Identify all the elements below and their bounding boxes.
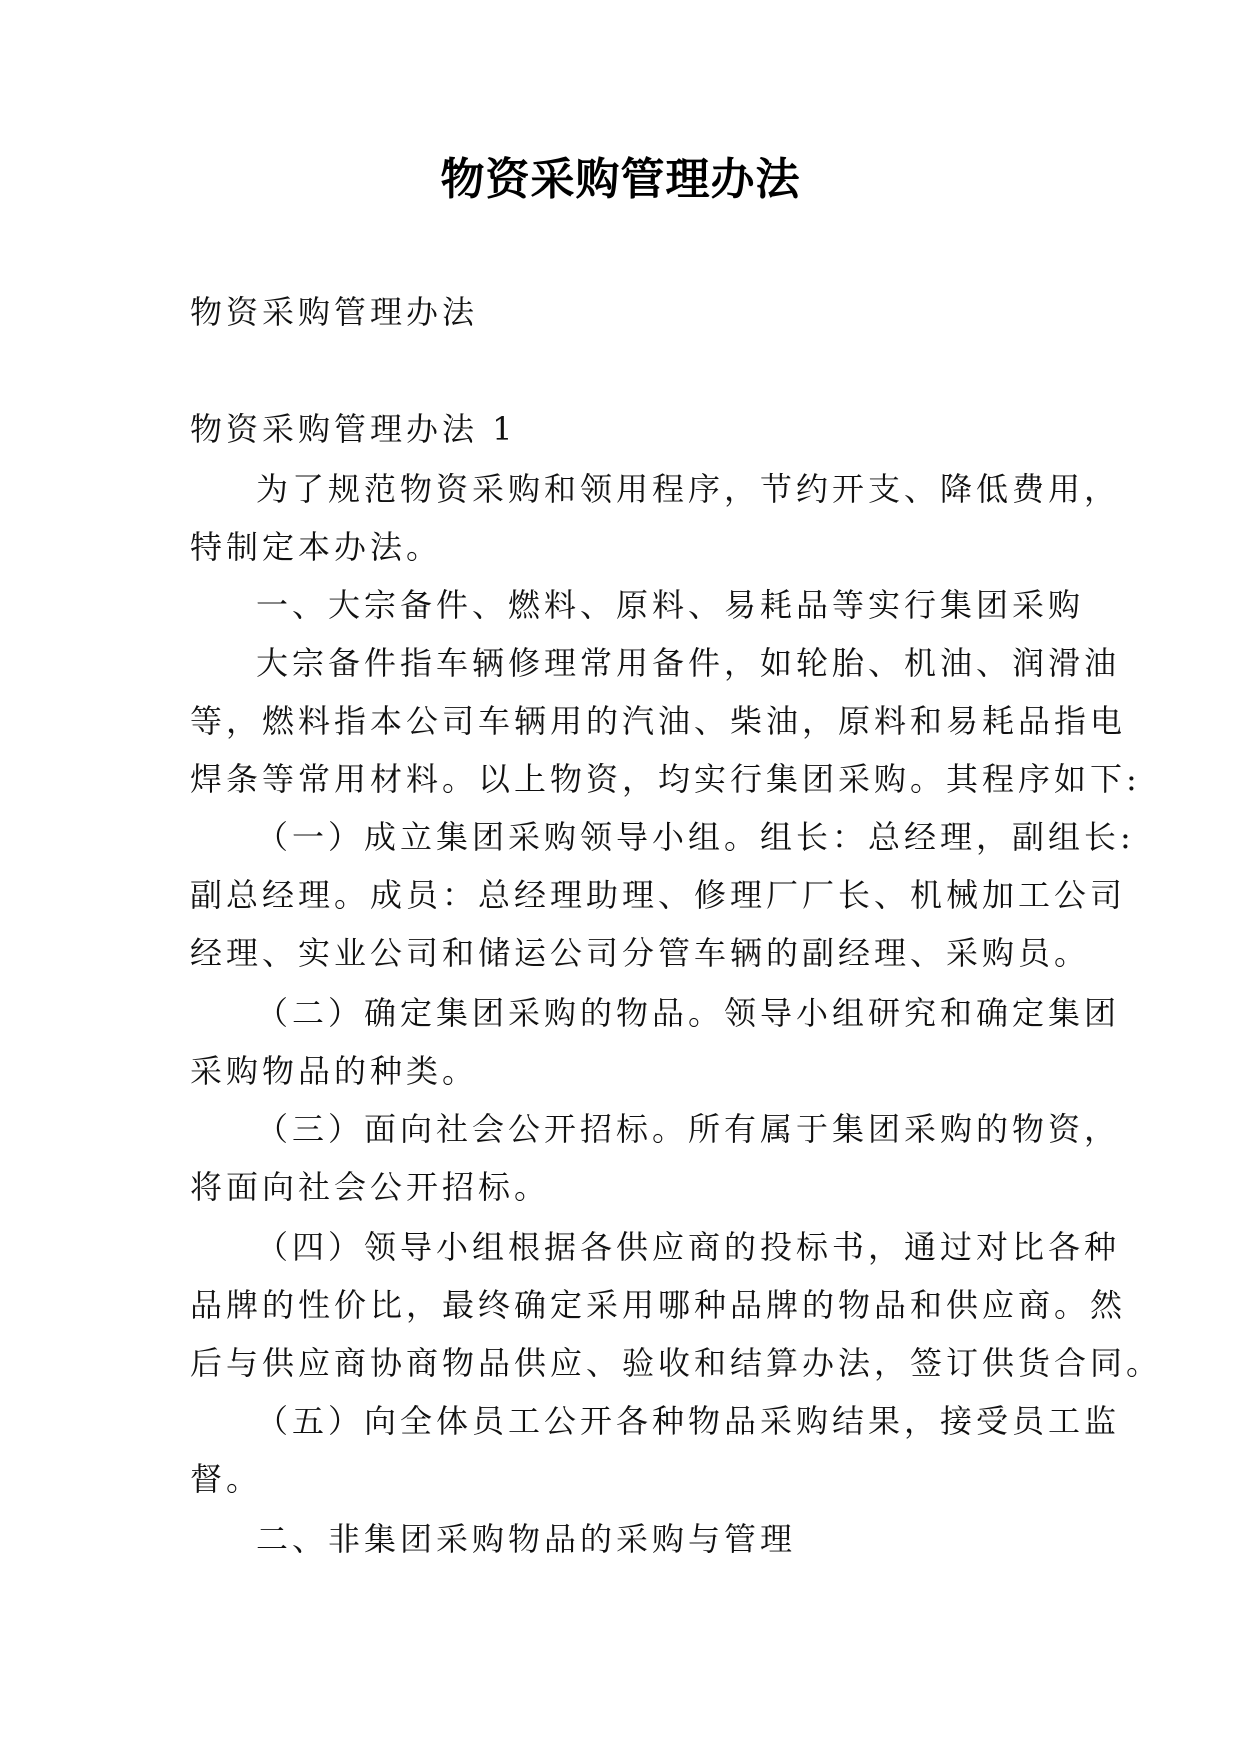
section-heading-2: 二、非集团采购物品的采购与管理 — [256, 1520, 797, 1558]
paragraph-line: （五）向全体员工公开各种物品采购结果，接受员工监 — [256, 1402, 1121, 1440]
paragraph-line: 经理、实业公司和储运公司分管车辆的副经理、采购员。 — [190, 934, 1091, 972]
paragraph-line: 副总经理。成员：总经理助理、修理厂厂长、机械加工公司 — [190, 876, 1127, 914]
paragraph-line: （二）确定集团采购的物品。领导小组研究和确定集团 — [256, 994, 1121, 1032]
paragraph-line: 特制定本办法。 — [190, 528, 443, 566]
paragraph-line: （三）面向社会公开招标。所有属于集团采购的物资， — [256, 1110, 1121, 1148]
section-heading-1: 一、大宗备件、燃料、原料、易耗品等实行集团采购 — [256, 586, 1085, 624]
paragraph-line: 将面向社会公开招标。 — [190, 1168, 551, 1206]
paragraph-line: 大宗备件指车辆修理常用备件，如轮胎、机油、润滑油 — [256, 644, 1121, 682]
section-title: 物资采购管理办法 1 — [190, 410, 517, 448]
paragraph-line: 品牌的性价比，最终确定采用哪种品牌的物品和供应商。然 — [190, 1286, 1127, 1324]
document-title: 物资采购管理办法 — [440, 154, 801, 205]
paragraph-line: 为了规范物资采购和领用程序，节约开支、降低费用， — [256, 470, 1121, 508]
document-subtitle: 物资采购管理办法 — [190, 293, 479, 331]
paragraph-line: （四）领导小组根据各供应商的投标书，通过对比各种 — [256, 1228, 1121, 1266]
paragraph-line: 督。 — [190, 1460, 263, 1498]
paragraph-line: 采购物品的种类。 — [190, 1052, 479, 1090]
paragraph-line: 等，燃料指本公司车辆用的汽油、柴油，原料和易耗品指电 — [190, 702, 1127, 740]
paragraph-line: （一）成立集团采购领导小组。组长：总经理，副组长: — [256, 818, 1135, 856]
paragraph-line: 后与供应商协商物品供应、验收和结算办法，签订供货合同。 — [190, 1344, 1163, 1382]
paragraph-line: 焊条等常用材料。以上物资，均实行集团采购。其程序如下: — [190, 760, 1141, 798]
